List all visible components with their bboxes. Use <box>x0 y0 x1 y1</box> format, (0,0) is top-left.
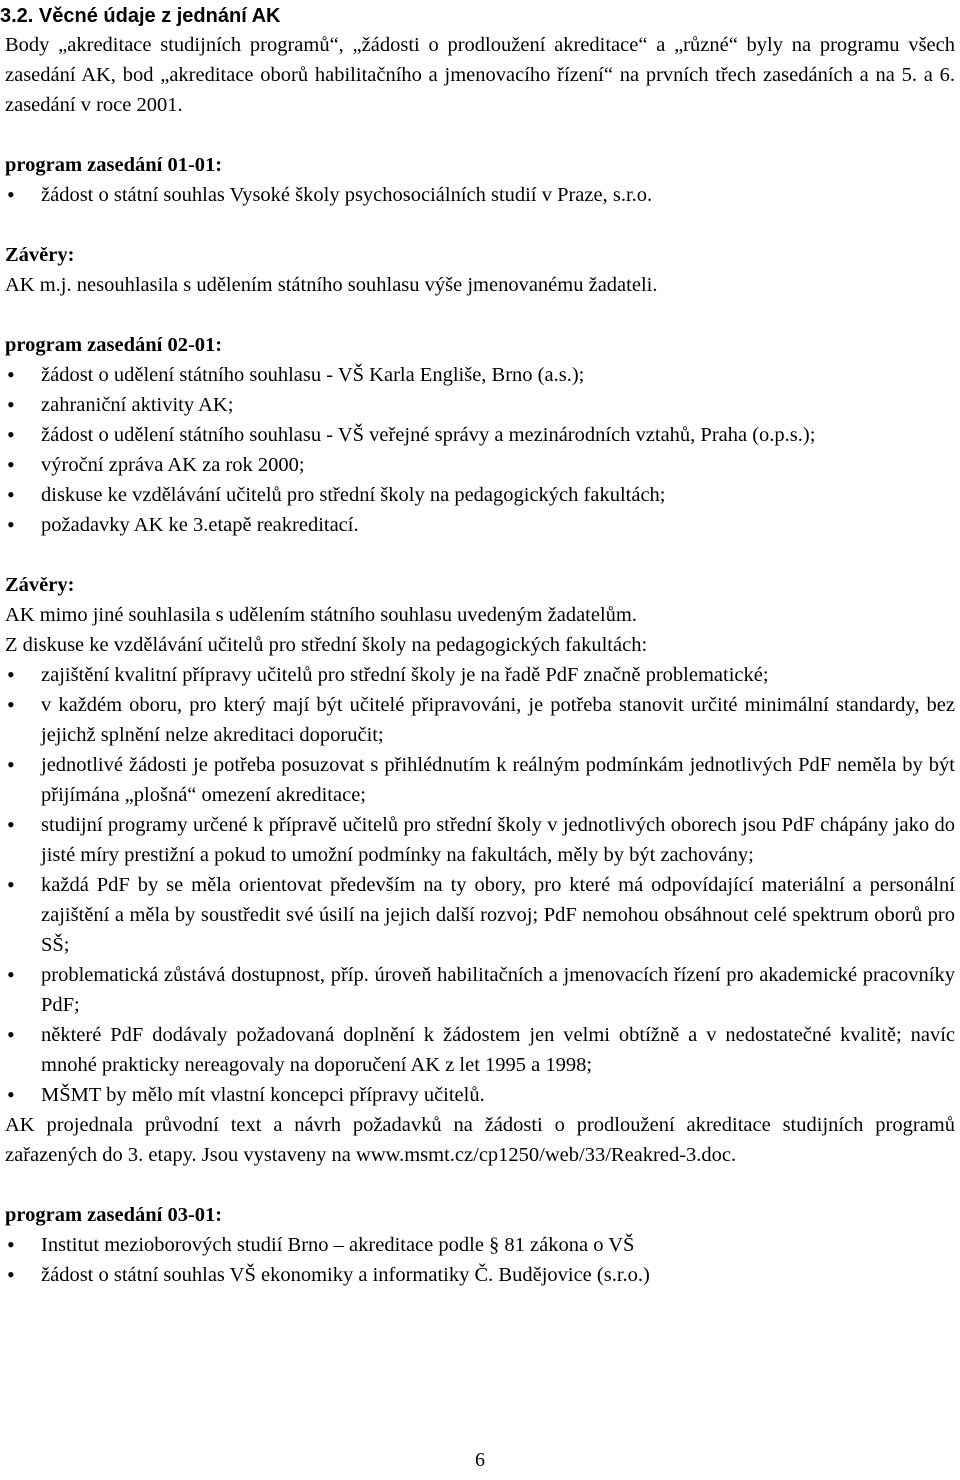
bullet-icon <box>7 750 19 781</box>
section-heading: 3.2. Věcné údaje z jednání AK <box>0 5 281 27</box>
list-item: • žádost o státní souhlas VŠ ekonomiky a informatiky Č. Budějovice (s.r.o.) <box>5 1260 955 1290</box>
discussion-items <box>5 660 955 1110</box>
bullet-icon <box>7 1230 19 1261</box>
closing-paragraph: AK projednala průvodní text a návrh požadavků na žádosti o prodloužení akreditace studijních programů zařazených do 3. etapy. Jsou vystaveny na www.msmt.cz/cp1250/web/33/Reakred-3.doc. <box>5 1114 955 1166</box>
bullet-icon <box>7 360 19 391</box>
list-item: • v každém oboru, pro který mají být učitelé připravováni, je potřeba stanovit určité minimální standardy, bez jejichž splnění nelze akreditaci doporučit; <box>5 690 955 750</box>
meeting2-conclusions-label: Závěry: <box>5 574 75 596</box>
bullet-icon <box>7 690 19 721</box>
list-item: • jednotlivé žádosti je potřeba posuzovat s přihlédnutím k reálným podmínkám jednotlivých PdF neměla by být přijímána „plošná“ omezení akreditace; <box>5 750 955 810</box>
list-item: • studijní programy určené k přípravě učitelů pro střední školy v jednotlivých oborech jsou PdF chápány jako do jisté míry prestižní a pokud to umožní podmínky na fakultách, měly by být zachovány; <box>5 810 955 870</box>
list-item: • požadavky AK ke 3.etapě reakreditací. <box>5 510 955 540</box>
list-item: • Institut mezioborových studií Brno – akreditace podle § 81 zákona o VŠ <box>5 1230 955 1260</box>
meeting1-heading: program zasedání 01-01: <box>5 154 223 176</box>
meeting3-heading: program zasedání 03-01: <box>5 1204 223 1226</box>
bullet-icon <box>7 420 19 451</box>
list-item: • výroční zpráva AK za rok 2000; <box>5 450 955 480</box>
meeting2-heading: program zasedání 02-01: <box>5 334 223 356</box>
meeting2-items <box>5 360 955 540</box>
bullet-icon <box>7 870 19 901</box>
bullet-icon <box>7 1260 19 1291</box>
bullet-icon <box>7 390 19 421</box>
list-item: • zajištění kvalitní přípravy učitelů pro střední školy je na řadě PdF značně problematické; <box>5 660 955 690</box>
page-number: 6 <box>475 1449 485 1471</box>
list-item: • každá PdF by se měla orientovat především na ty obory, pro které má odpovídající materiální a personální zajištění a měla by soustředit své úsilí na jejich další rozvoj; PdF nemohou obsáhnout celé spektrum oborů pro SŠ; <box>5 870 955 960</box>
meeting1-conclusions-label: Závěry: <box>5 244 75 266</box>
intro-paragraph: Body „akreditace studijních programů“, „žádosti o prodloužení akreditace“ a „různé“ byly na programu všech zasedání AK, bod „akreditace oborů habilitačního a jmenovacího řízení“ na prvních třech zasedáních a na 5. a 6. zasedání v roce 2001. <box>5 34 955 116</box>
bullet-icon <box>7 960 19 991</box>
document-body <box>5 30 955 1290</box>
list-item: • diskuse ke vzdělávání učitelů pro střední školy na pedagogických fakultách; <box>5 480 955 510</box>
meeting3-items <box>5 1230 955 1290</box>
meeting2-conclusion-2: Z diskuse ke vzdělávání učitelů pro střední školy na pedagogických fakultách: <box>5 634 648 656</box>
bullet-icon <box>7 1080 19 1111</box>
meeting1-conclusion: AK m.j. nesouhlasila s udělením státního souhlasu výše jmenovanému žadateli. <box>5 274 658 296</box>
bullet-icon <box>7 1020 19 1051</box>
list-item: • zahraniční aktivity AK; <box>5 390 955 420</box>
meeting2-conclusion-1: AK mimo jiné souhlasila s udělením státního souhlasu uvedeným žadatelům. <box>5 604 637 626</box>
bullet-icon <box>7 810 19 841</box>
meeting1-items <box>5 180 955 210</box>
bullet-icon <box>7 450 19 481</box>
bullet-icon <box>7 660 19 691</box>
list-item: • žádost o udělení státního souhlasu - VŠ Karla Engliše, Brno (a.s.); <box>5 360 955 390</box>
list-item: • problematická zůstává dostupnost, příp. úroveň habilitačních a jmenovacích řízení pro akademické pracovníky PdF; <box>5 960 955 1020</box>
bullet-icon <box>7 180 19 211</box>
list-item: • žádost o udělení státního souhlasu - VŠ veřejné správy a mezinárodních vztahů, Praha (o.p.s.); <box>5 420 955 450</box>
bullet-icon <box>7 480 19 511</box>
list-item: • některé PdF dodávaly požadovaná doplnění k žádostem jen velmi obtížně a v nedostatečné kvalitě; navíc mnohé prakticky nereagovaly na doporučení AK z let 1995 a 1998; <box>5 1020 955 1080</box>
list-item: • žádost o státní souhlas Vysoké školy psychosociálních studií v Praze, s.r.o. <box>5 180 955 210</box>
list-item: • MŠMT by mělo mít vlastní koncepci přípravy učitelů. <box>5 1080 955 1110</box>
bullet-icon <box>7 510 19 541</box>
